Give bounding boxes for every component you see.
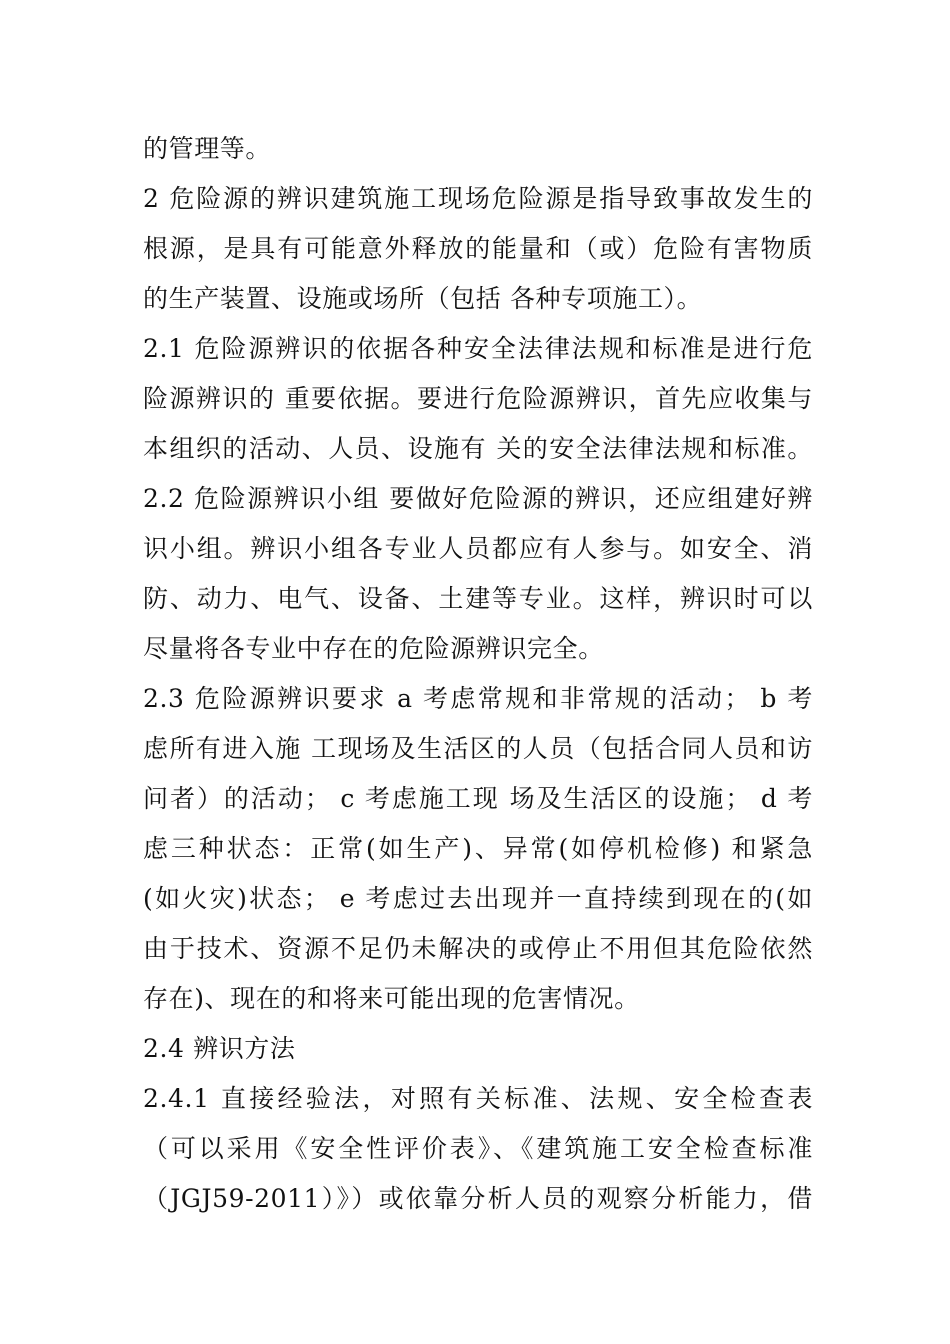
text-line-17: 由于技术、资源不足仍未解决的或停止不用但其危险依然 [143,934,813,963]
text-line-11: 尽量将各专业中存在的危险源辨识完全。 [143,634,604,663]
text-line-22: （JGJ59-2011）》）或依靠分析人员的观察分析能力，借 [143,1184,813,1213]
text-line-10: 防、动力、电气、设备、土建等专业。这样，辨识时可以 [143,584,813,613]
text-line-3: 根源，是具有可能意外释放的能量和（或）危险有害物质 [143,234,813,263]
text-line-8: 2.2 危险源辨识小组 要做好危险源的辨识，还应组建好辨 [143,484,813,513]
text-line-16: (如火灾)状态； e 考虑过去出现并一直持续到现在的(如 [143,884,813,913]
text-line-5: 2.1 危险源辨识的依据各种安全法律法规和标准是进行危 [143,334,813,363]
text-line-20: 2.4.1 直接经验法，对照有关标准、法规、安全检查表 [143,1084,813,1113]
text-line-6: 险源辨识的 重要依据。要进行危险源辨识，首先应收集与 [143,384,813,413]
text-line-14: 问者）的活动； c 考虑施工现 场及生活区的设施； d 考 [143,784,813,813]
body-text [143,124,813,1224]
text-line-18: 存在)、现在的和将来可能出现的危害情况。 [143,984,640,1013]
text-line-12: 2.3 危险源辨识要求 a 考虑常规和非常规的活动； b 考 [143,684,813,713]
text-line-21: （可以采用《安全性评价表》、《建筑施工安全检查标准 [143,1134,813,1163]
text-line-4: 的生产装置、设施或场所（包括 各种专项施工）。 [143,284,703,313]
text-line-9: 识小组。辨识小组各专业人员都应有人参与。如安全、消 [143,534,813,563]
text-line-15: 虑三种状态：正常(如生产)、异常(如停机检修) 和紧急 [143,834,813,863]
text-line-13: 虑所有进入施 工现场及生活区的人员（包括合同人员和访 [143,734,813,763]
text-line-7: 本组织的活动、人员、设施有 关的安全法律法规和标准。 [143,434,813,463]
text-line-1: 的管理等。 [143,134,272,163]
text-line-2: 2 危险源的辨识建筑施工现场危险源是指导致事故发生的 [143,184,813,213]
text-line-19: 2.4 辨识方法 [143,1034,296,1063]
